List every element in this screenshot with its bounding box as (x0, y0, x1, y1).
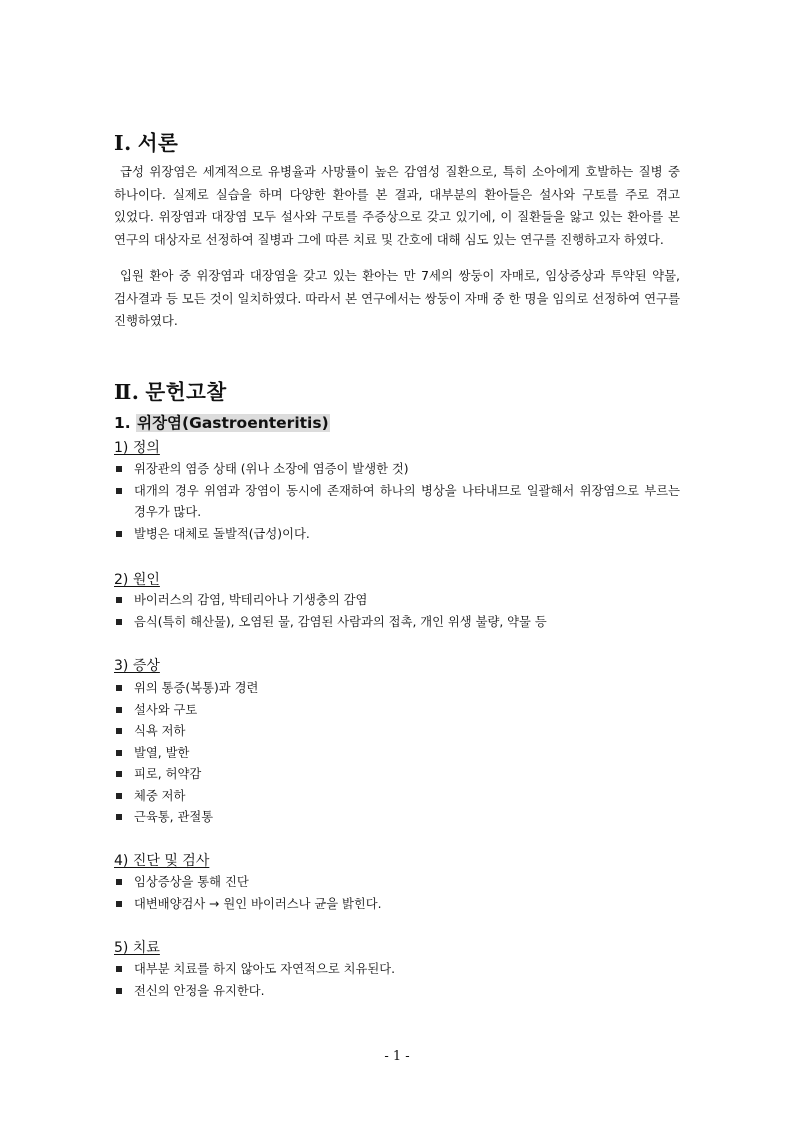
list-item: 바이러스의 감염, 박테리아나 기생충의 감염 (114, 590, 680, 612)
symptoms-heading: 3) 증상 (114, 658, 160, 674)
square-bullet-icon (116, 901, 122, 907)
section-number: Ⅰ. (114, 131, 132, 155)
square-bullet-icon (116, 685, 122, 691)
cause-heading: 2) 원인 (114, 572, 160, 588)
square-bullet-icon (116, 793, 122, 799)
square-bullet-icon (116, 814, 122, 820)
definition-list (114, 459, 680, 545)
list-item: 대부분 치료를 하지 않아도 자연적으로 치유된다. (114, 959, 680, 981)
section-number: Ⅱ. (114, 380, 140, 404)
square-bullet-icon (116, 750, 122, 756)
square-bullet-icon (116, 466, 122, 472)
intro-paragraph-1: 급성 위장염은 세계적으로 유병율과 사망률이 높은 감염성 질환으로, 특히 소아에게 호발하는 질병 중 하나이다. 실제로 실습을 하며 다양한 환아를 본 결과, 대부분의 환아들은 설사와 구토를 주로 겪고 있었다. 위장염과 대장염 모두 설사와 구토를 주증상으로 갖고 있기에, 이 질환들을 앓고 있는 환아를 본 연구의 대상자로 선정하여 질병과 그에 따른 치료 및 간호에 대해 심도 있는 연구를 진행하고자 하였다. (114, 164, 680, 248)
list-item: 피로, 허약감 (114, 764, 680, 786)
intro-paragraph-2: 입원 환아 중 위장염과 대장염을 갖고 있는 환아는 만 7세의 쌍둥이 자매로, 임상증상과 투약된 약물, 검사결과 등 모든 것이 일치하였다. 따라서 본 연구에서는 쌍둥이 자매 중 한 명을 임의로 선정하여 연구를 진행하였다. (114, 268, 680, 329)
square-bullet-icon (116, 531, 122, 537)
diagnosis-list (114, 872, 680, 915)
list-item: 식욕 저하 (114, 721, 680, 743)
subsection-heading-gastroenteritis (114, 411, 330, 433)
list-item: 설사와 구토 (114, 700, 680, 722)
treatment-heading: 5) 치료 (114, 940, 160, 956)
square-bullet-icon (116, 988, 122, 994)
definition-heading: 1) 정의 (114, 440, 160, 456)
list-item: 발병은 대체로 돌발적(급성)이다. (114, 524, 680, 546)
list-item: 대변배양검사 → 원인 바이러스나 균을 밝힌다. (114, 894, 680, 916)
diagnosis-heading: 4) 진단 및 검사 (114, 853, 210, 869)
section-heading-introduction (114, 126, 178, 156)
list-item: 발열, 발한 (114, 743, 680, 765)
square-bullet-icon (116, 771, 122, 777)
subsection-number: 1. (114, 414, 131, 432)
subsection-title: 위장염(Gastroenteritis) (137, 414, 329, 432)
square-bullet-icon (116, 597, 122, 603)
list-item: 임상증상을 통해 진단 (114, 872, 680, 894)
section-title: 문헌고찰 (145, 380, 227, 404)
section-title: 서론 (137, 131, 179, 155)
list-item: 음식(특히 해산물), 오염된 물, 감염된 사람과의 접촉, 개인 위생 불량, 약물 등 (114, 612, 680, 634)
list-item: 전신의 안정을 유지한다. (114, 981, 680, 1003)
square-bullet-icon (116, 707, 122, 713)
symptoms-list (114, 678, 680, 829)
square-bullet-icon (116, 728, 122, 734)
cause-list (114, 590, 680, 633)
square-bullet-icon (116, 488, 122, 494)
list-item: 위장관의 염증 상태 (위나 소장에 염증이 발생한 것) (114, 459, 680, 481)
square-bullet-icon (116, 619, 122, 625)
treatment-list (114, 959, 680, 1002)
list-item: 위의 통증(복통)과 경련 (114, 678, 680, 700)
square-bullet-icon (116, 879, 122, 885)
list-item: 체중 저하 (114, 786, 680, 808)
section-heading-literature-review (114, 375, 227, 405)
square-bullet-icon (116, 966, 122, 972)
list-item: 대개의 경우 위염과 장염이 동시에 존재하여 하나의 병상을 나타내므로 일괄해서 위장염으로 부르는 경우가 많다. (114, 481, 680, 524)
page-number: - 1 - (384, 1049, 410, 1064)
list-item: 근육통, 관절통 (114, 807, 680, 829)
